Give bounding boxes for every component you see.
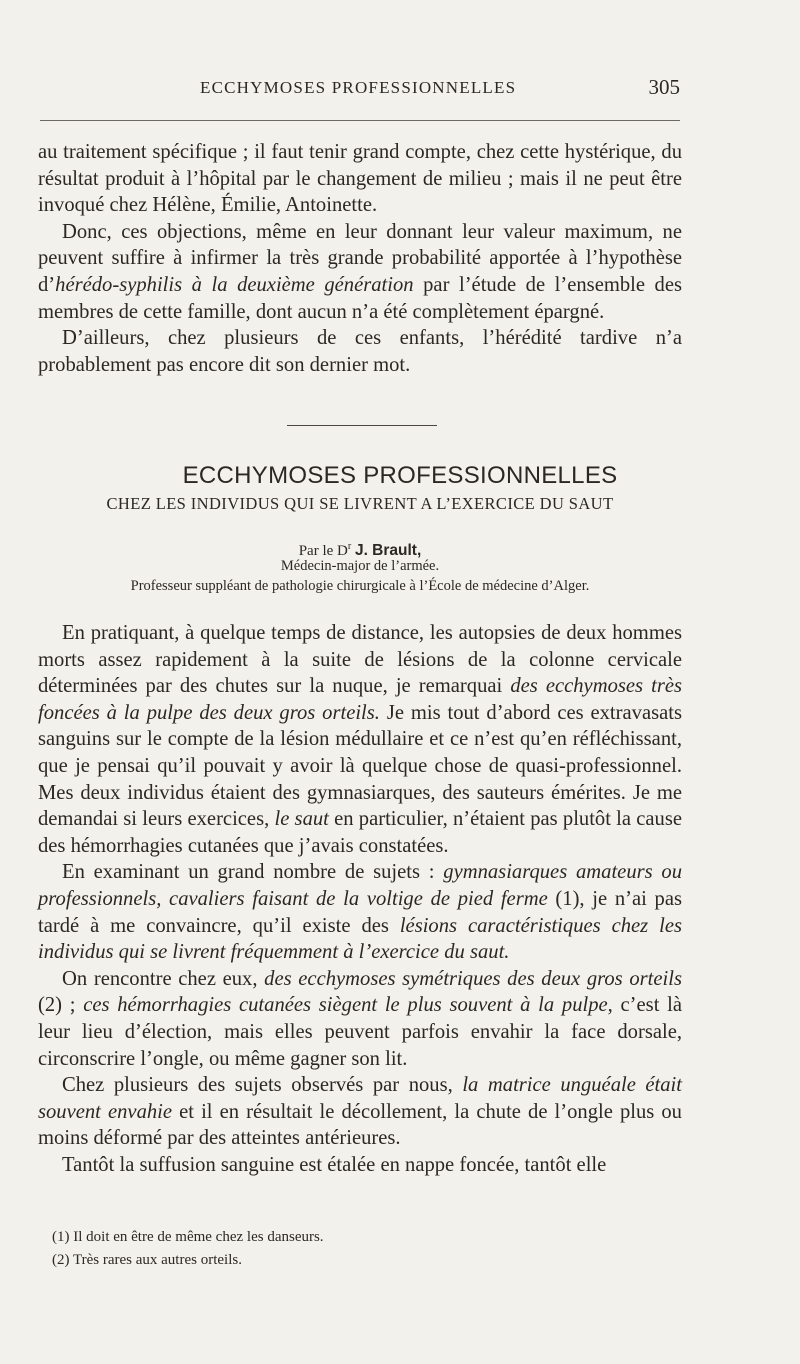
paragraph: Donc, ces objections, même en leur donnant leur valeur maximum, ne peuvent suffire à infirmer la très grande probabilité apportée à l’hypothèse d’hérédo-syphilis à la deuxième génération par l’étude de l’ensemble des membres de cette famille, dont aucun n’a été complètement épargné. <box>38 220 683 323</box>
author-affiliation: Professeur suppléant de pathologie chirurgicale à l’École de médecine d’Alger. <box>130 578 590 594</box>
byline: Par le $D^r$ J. Brault, <box>298 541 422 559</box>
article-subtitle: CHEZ LES INDIVIDUS QUI SE LIVRENT A L’EXERCICE DU SAUT <box>106 494 614 513</box>
paragraph: On rencontre chez eux, des ecchymoses symétriques des deux gros orteils (2) ; ces hémorrhagies cutanées siègent le plus souvent à la pulpe, c’est là leur lieu d’élection, mais elles peuvent parfois envahir la face dorsale, circonscrire l’ongle, ou même gagner son lit. <box>38 967 683 1070</box>
article-text <box>38 620 682 1178</box>
paragraph: Tantôt la suffusion sanguine est étalée en nappe foncée, tantôt elle <box>62 1153 607 1176</box>
running-title: ECCHYMOSES PROFESSIONNELLES <box>200 78 517 97</box>
footnote: (2) Très rares aux autres orteils. <box>52 1252 242 1268</box>
section-separator <box>287 425 437 426</box>
author-role: Médecin-major de l’armée. <box>280 558 440 574</box>
paragraph: En examinant un grand nombre de sujets : gymnasiarques amateurs ou professionnels, cavaliers faisant de la voltige de pied ferme (1), je n’ai pas tardé à me convaincre, qu’il existe des lésions caractéristiques chez les individus qui se livrent fréquemment à l’exercice du saut. <box>38 861 683 964</box>
paragraph: Chez plusieurs des sujets observés par nous, la matrice unguéale était souvent envahie et il en résultait le décollement, la chute de l’ongle plus ou moins déformé par des atteintes antérieures. <box>38 1074 683 1150</box>
footnotes <box>52 1226 324 1272</box>
author-name: J. Brault, <box>354 542 422 559</box>
paragraph: au traitement spécifique ; il faut tenir grand compte, chez cette hystérique, du résultat produit à l’hôpital par le changement de milieu ; mais il ne peut être invoqué chez Hélène, Émilie, Antoinette. <box>38 141 682 217</box>
footnote: (1) Il doit en être de même chez les danseurs. <box>52 1229 324 1245</box>
previous-article-text <box>38 139 682 378</box>
article-title: ECCHYMOSES PROFESSIONNELLES <box>182 462 618 489</box>
page-number: 305 <box>648 75 680 99</box>
paragraph: En pratiquant, à quelque temps de distance, les autopsies de deux hommes morts assez rapidement à la suite de lésions de la colonne cervicale déterminées par des chutes sur la nuque, je remarquai des ecchymoses très foncées à la pulpe des deux gros orteils. Je mis tout d’abord ces extravasats sanguins sur le compte de la lésion médullaire et ce n’est qu’en réfléchissant, que je pensai qu’il pouvait y avoir là quelque chose de quasi-professionnel. Mes deux individus étaient des gymnasiarques, des sauteurs émérites. Je me demandai si leurs exercices, le saut en particulier, n’étaient pas plutôt la cause des hémorrhagies cutanées que j’avais constatées. <box>38 622 682 857</box>
paragraph: D’ailleurs, chez plusieurs de ces enfants, l’hérédité tardive n’a probablement pas encore dit son dernier mot. <box>38 327 682 376</box>
header-rule <box>40 120 680 121</box>
